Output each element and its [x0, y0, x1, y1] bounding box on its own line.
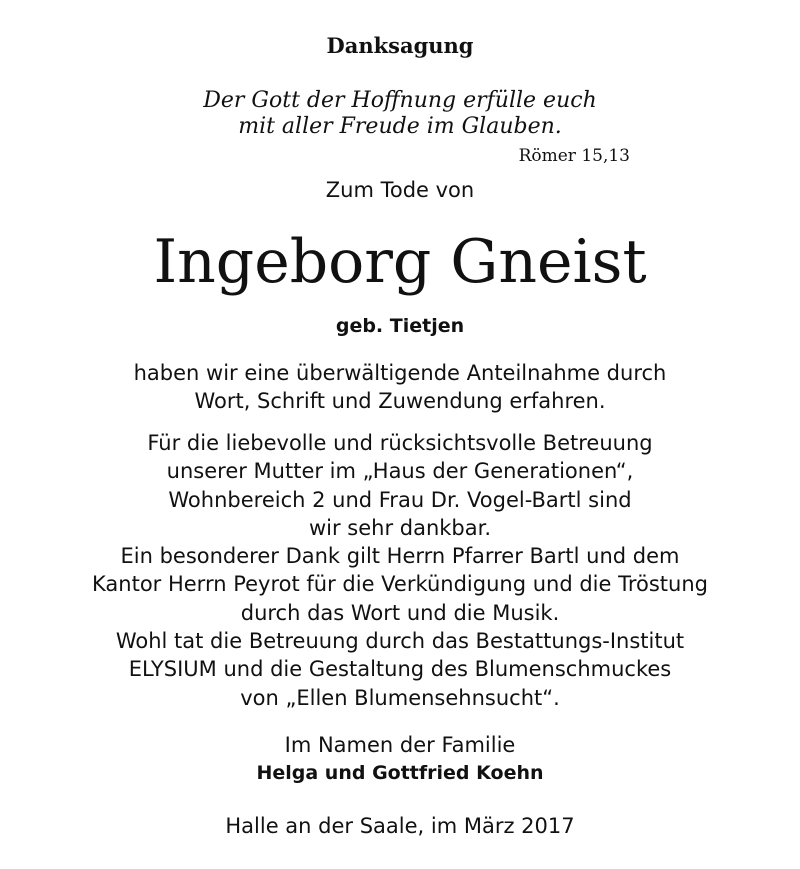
verse-line: mit aller Freude im Glauben.	[238, 114, 562, 139]
signature-names: Helga und Gottfried Koehn	[256, 762, 544, 784]
text-line: durch das Wort und die Musik.	[240, 600, 560, 625]
text-line: wir sehr dankbar.	[308, 515, 492, 540]
thanks-paragraph-1	[0, 359, 800, 416]
text-line: von „Ellen Blumensehnsucht“.	[240, 685, 560, 710]
place-date: Halle an der Saale, im März 2017	[225, 814, 575, 838]
text-line: unserer Mutter im „Haus der Generationen“,	[166, 459, 634, 484]
deceased-name: Ingeborg Gneist	[153, 227, 647, 297]
text-line: ELYSIUM und die Gestaltung des Blumenschmuckes	[128, 657, 672, 682]
notice-title: Danksagung	[326, 33, 474, 58]
bible-verse	[0, 88, 800, 140]
text-line: Wohl tat die Betreuung durch das Bestattungs-Institut	[115, 629, 685, 654]
maiden-name: geb. Tietjen	[335, 315, 465, 337]
text-line: Wort, Schrift und Zuwendung erfahren.	[194, 389, 606, 414]
intro-text: Zum Tode von	[325, 178, 475, 202]
verse-reference: Römer 15,13	[518, 146, 630, 166]
text-line: haben wir eine überwältigende Anteilnahme durch	[133, 361, 667, 385]
verse-line: Der Gott der Hoffnung erfülle euch	[203, 88, 597, 113]
signature-intro: Im Namen der Familie	[284, 733, 516, 757]
thanks-paragraph-2	[0, 429, 800, 712]
text-line: Für die liebevolle und rücksichtsvolle Betreuung	[147, 431, 653, 455]
text-line: Kantor Herrn Peyrot für die Verkündigung und die Tröstung	[92, 572, 708, 597]
text-line: Wohnbereich 2 und Frau Dr. Vogel-Bartl sind	[168, 487, 632, 512]
text-line: Ein besonderer Dank gilt Herrn Pfarrer Bartl und dem	[120, 544, 680, 569]
